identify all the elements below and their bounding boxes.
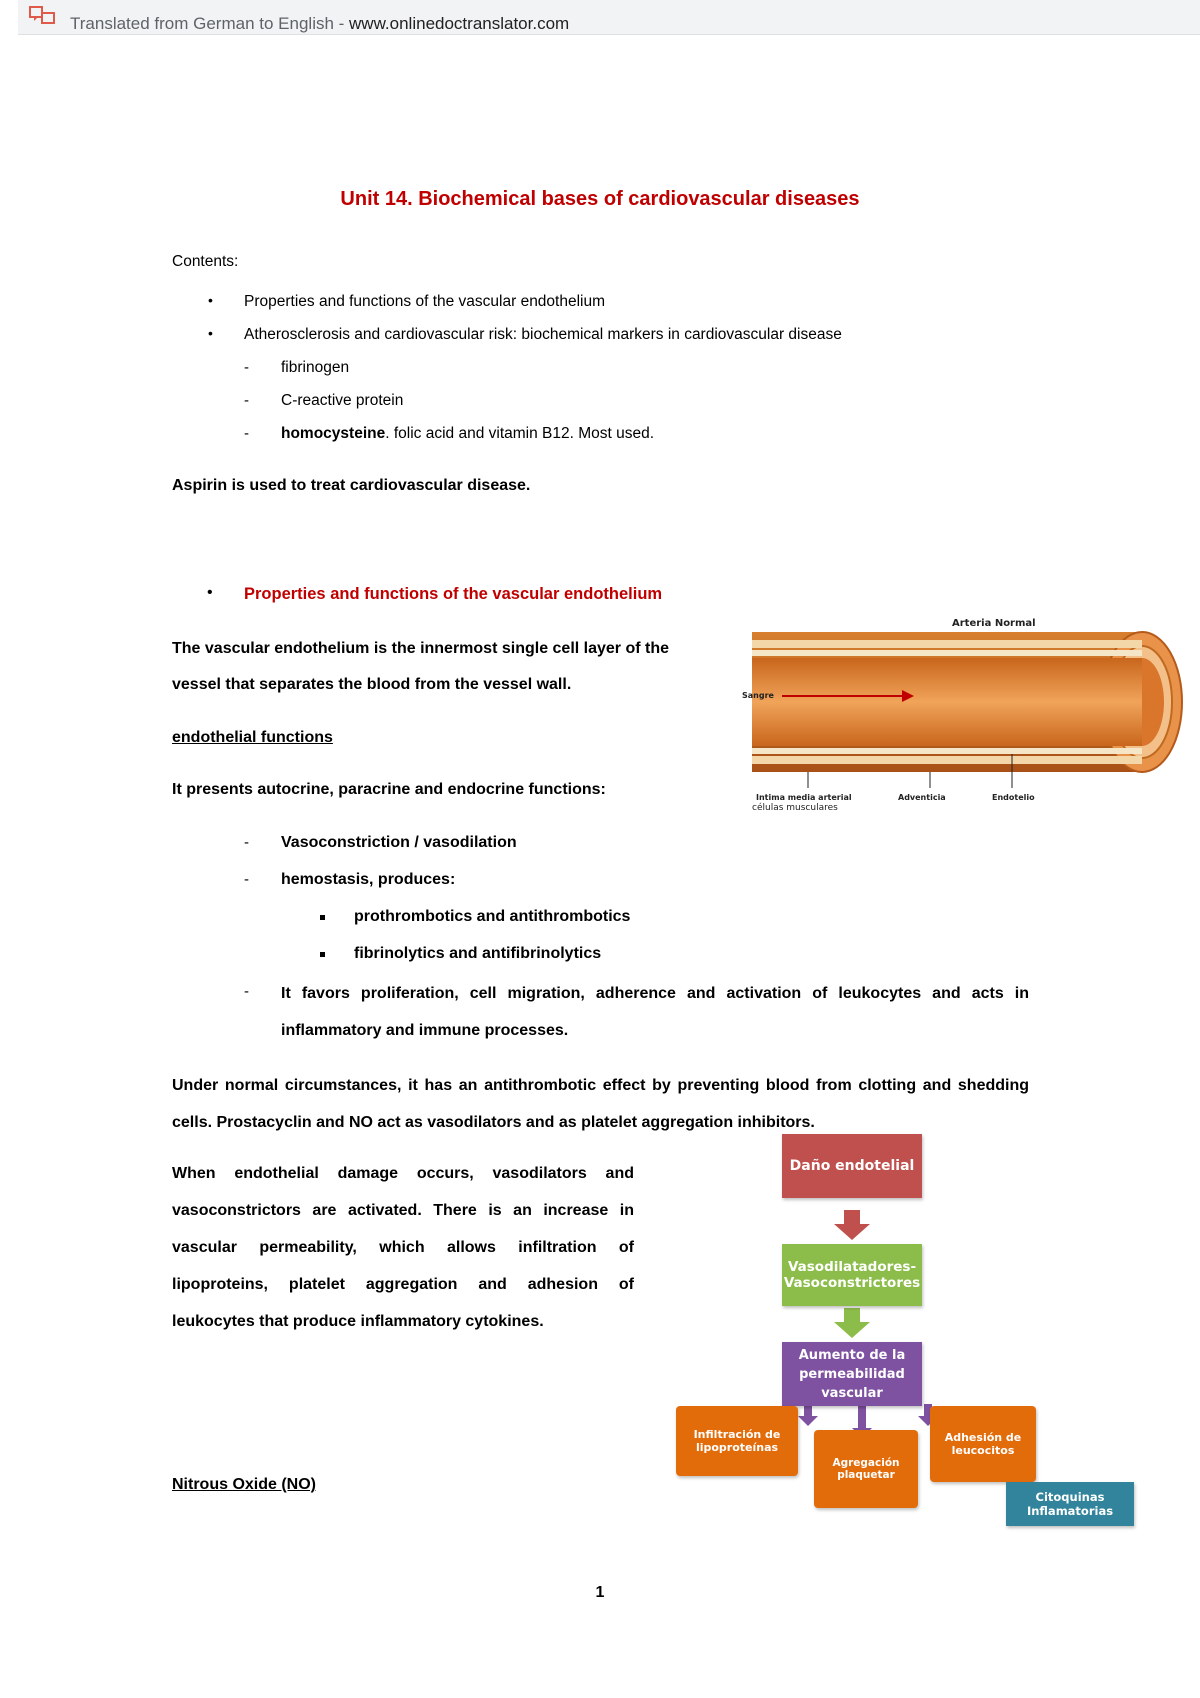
banner-prefix: Translated from German to English - xyxy=(70,14,350,33)
artery-label-adventitia: Adventicia xyxy=(898,793,946,802)
artery-label-blood: Sangre xyxy=(742,691,774,700)
aspirin-note: Aspirin is used to treat cardiovascular disease. xyxy=(172,477,531,494)
page-number: 1 xyxy=(595,1584,605,1601)
banner-text xyxy=(70,14,569,34)
artery-label-intima: Intima media arterial xyxy=(756,793,852,802)
section-heading: Properties and functions of the vascular endothelium xyxy=(244,585,663,603)
function-hemostasis-a: prothrombotics and antithrombotics xyxy=(354,908,631,925)
function-hemostasis-b: fibrinolytics and antifibrinolytics xyxy=(354,945,602,962)
intro-line-2: vessel that separates the blood from the vessel wall. xyxy=(172,676,572,693)
function-proliferation: It favors proliferation, cell migration, adherence and activation of leukocytes and acts in inflammatory and immune processes. xyxy=(281,985,1029,1039)
flow-box-2-line-2: Vasoconstrictores xyxy=(783,1275,921,1291)
banner-link[interactable]: www.onlinedoctranslator.com xyxy=(349,14,570,33)
artery-title: Arteria Normal xyxy=(952,618,1036,629)
square-bullet-icon xyxy=(320,952,325,957)
flow-box-vasoactive xyxy=(782,1244,922,1306)
dash-icon: - xyxy=(244,871,249,888)
dash-icon: - xyxy=(244,392,249,409)
flow-box-4-line-2: lipoproteínas xyxy=(695,1441,779,1454)
page-title: Unit 14. Biochemical bases of cardiovascular diseases xyxy=(340,188,860,210)
dash-icon: - xyxy=(244,834,249,851)
flow-box-lipoprotein-infiltration xyxy=(676,1406,798,1476)
dash-icon: - xyxy=(244,983,249,1000)
contents-subitem-fibrinogen: fibrinogen xyxy=(281,359,350,376)
contents-subitem-homocysteine xyxy=(281,425,654,443)
flow-box-endothelial-damage xyxy=(782,1134,922,1198)
artery-label-muscle-cells: células musculares xyxy=(752,803,838,813)
endothelial-functions-heading: endothelial functions xyxy=(172,729,333,746)
function-hemostasis: hemostasis, produces: xyxy=(281,871,456,888)
contents-subitem-crp: C-reactive protein xyxy=(281,392,404,409)
dash-icon: - xyxy=(244,359,249,376)
flow-box-1-text: Daño endotelial xyxy=(789,1158,915,1174)
flow-box-4-line-1: Infiltración de xyxy=(693,1428,781,1441)
flow-box-3-line-3: vascular xyxy=(821,1385,883,1401)
flow-box-3-line-2: permeabilidad xyxy=(799,1366,905,1382)
flow-box-6-line-1: Adhesión de xyxy=(944,1431,1022,1444)
flow-box-2-line-1: Vasodilatadores- xyxy=(787,1259,917,1275)
intro-line-1: The vascular endothelium is the innermost single cell layer of the xyxy=(172,640,670,657)
bullet-icon: • xyxy=(208,292,213,308)
flow-box-3-line-1: Aumento de la xyxy=(798,1347,906,1363)
contents-item-1: Properties and functions of the vascular endothelium xyxy=(244,293,606,310)
translation-banner xyxy=(18,0,1200,35)
artery-illustration xyxy=(742,604,1200,804)
homocysteine-rest: . folic acid and vitamin B12. Most used. xyxy=(385,425,655,442)
artery-figure xyxy=(742,604,1200,813)
bullet-icon: • xyxy=(208,325,213,341)
homocysteine-term: homocysteine xyxy=(281,425,386,442)
contents-heading: Contents: xyxy=(172,253,239,270)
square-bullet-icon xyxy=(320,915,325,920)
endothelial-damage-flow-diagram xyxy=(676,1134,1136,1534)
endothelial-damage-paragraph: When endothelial damage occurs, vasodilators and vasoconstrictors are activated. There is an increase in vascular permeability, which allows infiltration of lipoproteins, platelet aggregation and adhesion of leukocytes that produce inflammatory cytokines. xyxy=(172,1165,634,1330)
nitrous-oxide-heading: Nitrous Oxide (NO) xyxy=(172,1476,317,1493)
flow-box-6-line-2: leucocitos xyxy=(951,1444,1015,1457)
functions-intro: It presents autocrine, paracrine and endocrine functions: xyxy=(172,781,606,798)
artery-label-endothelium: Endotelio xyxy=(992,793,1035,802)
flow-box-platelet-aggregation xyxy=(814,1430,918,1508)
function-vaso: Vasoconstriction / vasodilation xyxy=(281,834,517,851)
normal-circumstances-paragraph: Under normal circumstances, it has an antithrombotic effect by preventing blood from clotting and shedding cells. Prostacyclin and NO act as vasodilators and as platelet aggregation inhibitors. xyxy=(172,1077,1029,1131)
flow-box-7-line-1: Citoquinas xyxy=(1035,1490,1105,1504)
flow-box-inflammatory-cytokines xyxy=(1006,1482,1134,1526)
translate-icon xyxy=(28,5,58,27)
flow-box-5-line-2: plaquetar xyxy=(837,1469,895,1481)
flow-box-permeability xyxy=(782,1342,922,1406)
contents-item-2: Atherosclerosis and cardiovascular risk: biochemical markers in cardiovascular disease xyxy=(244,326,842,343)
flow-box-7-line-2: Inflamatorias xyxy=(1026,1504,1114,1518)
flow-box-leukocyte-adhesion xyxy=(930,1406,1036,1482)
bullet-icon: • xyxy=(207,584,213,601)
flow-box-5-line-1: Agregación xyxy=(832,1457,900,1469)
dash-icon: - xyxy=(244,425,249,442)
